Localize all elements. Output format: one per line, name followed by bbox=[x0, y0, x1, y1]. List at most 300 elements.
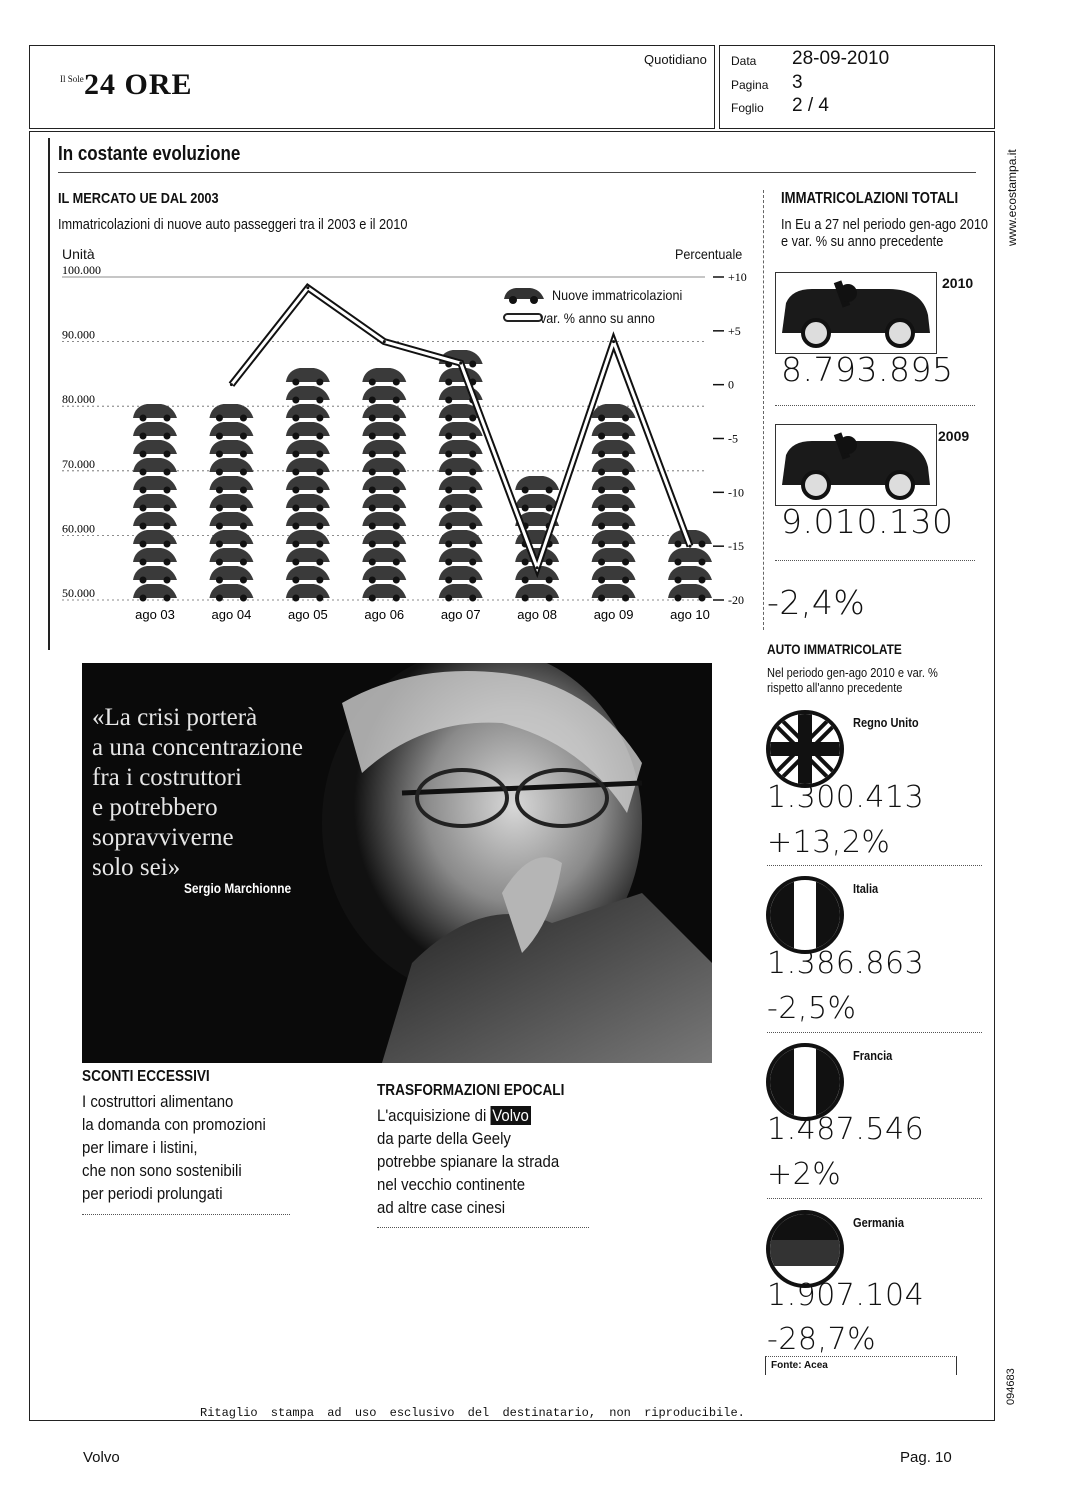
country-change-uk: +13,2% bbox=[767, 825, 891, 860]
car-wheel bbox=[216, 523, 223, 530]
y-tick-label-left: 100.000 bbox=[62, 263, 101, 277]
car-pictogram bbox=[209, 476, 253, 490]
car-wheel bbox=[292, 505, 299, 512]
y-tick-label-right: +10 bbox=[728, 270, 747, 284]
car-wheel bbox=[598, 415, 605, 422]
car-wheel bbox=[622, 523, 629, 530]
sconti-line: che non sono sostenibili bbox=[82, 1161, 242, 1180]
car-wheel bbox=[393, 487, 400, 494]
x-tick-label: ago 10 bbox=[670, 607, 710, 622]
car-pictogram bbox=[133, 476, 177, 490]
car-wheel bbox=[393, 469, 400, 476]
var-line-point bbox=[306, 286, 309, 289]
car-wheel bbox=[216, 541, 223, 548]
chart-subtitle: Immatricolazioni di nuove auto passeggeri tra il 2003 e il 2010 bbox=[58, 216, 408, 233]
car-wheel bbox=[369, 523, 376, 530]
totals-value-2009: 9.010.130 bbox=[781, 502, 954, 541]
publication-type: Quotidiano bbox=[644, 52, 707, 67]
car-wheel bbox=[164, 451, 171, 458]
car-wheel bbox=[292, 541, 299, 548]
logo: 24 ORE bbox=[84, 68, 193, 101]
car-wheel bbox=[140, 541, 147, 548]
car-wheel bbox=[522, 505, 529, 512]
car-pictogram bbox=[439, 530, 483, 544]
trasf-line-first bbox=[377, 1104, 559, 1127]
car-pictogram bbox=[362, 368, 406, 382]
meta-page-value: 3 bbox=[792, 72, 803, 93]
car-wheel bbox=[546, 487, 553, 494]
car-wheel bbox=[598, 433, 605, 440]
car-wheel bbox=[140, 487, 147, 494]
car-wheel bbox=[445, 595, 452, 602]
car-wheel bbox=[216, 595, 223, 602]
auto-title: AUTO IMMATRICOLATE bbox=[767, 641, 902, 657]
y-tick-label-left: 80.000 bbox=[62, 392, 95, 407]
car-wheel bbox=[316, 559, 323, 566]
car-wheel bbox=[369, 505, 376, 512]
x-tick-label: ago 03 bbox=[135, 607, 175, 622]
car-wheel bbox=[445, 559, 452, 566]
trasf-line: da parte della Geely bbox=[377, 1129, 511, 1148]
car-wheel bbox=[522, 559, 529, 566]
car-wheel bbox=[469, 523, 476, 530]
sidebar-code: 094683 bbox=[1005, 1368, 1017, 1405]
car-wheel bbox=[140, 577, 147, 584]
car-wheel bbox=[469, 487, 476, 494]
x-tick-label: ago 09 bbox=[593, 607, 634, 622]
car-wheel bbox=[469, 595, 476, 602]
car-wheel bbox=[216, 433, 223, 440]
footer-right: Pag. 10 bbox=[900, 1449, 952, 1466]
car-wheel bbox=[622, 559, 629, 566]
car-wheel bbox=[369, 451, 376, 458]
x-tick-label: ago 04 bbox=[211, 607, 252, 622]
car-wheel bbox=[445, 451, 452, 458]
car-wheel bbox=[140, 523, 147, 530]
car-wheel bbox=[445, 397, 452, 404]
footer-notice: Ritaglio stampa ad uso esclusivo del destinatario, non riproducibile. bbox=[200, 1406, 745, 1420]
divider-france bbox=[767, 1198, 982, 1199]
sconti-title: SCONTI ECCESSIVI bbox=[82, 1068, 210, 1085]
car-wheel bbox=[292, 577, 299, 584]
meta-sheet-label: Foglio bbox=[731, 101, 764, 115]
car-pictogram bbox=[362, 422, 406, 436]
car-wheel bbox=[622, 541, 629, 548]
car-wheel bbox=[393, 451, 400, 458]
sconti-line: per limare i listini, bbox=[82, 1138, 198, 1157]
sconti-line: I costruttori alimentano bbox=[82, 1092, 234, 1111]
car-wheel bbox=[445, 487, 452, 494]
car-pictogram bbox=[515, 584, 559, 598]
car-wheel bbox=[240, 577, 247, 584]
flag-italy-icon bbox=[766, 876, 844, 954]
car-wheel bbox=[240, 487, 247, 494]
car-pictogram bbox=[592, 530, 636, 544]
car-wheel bbox=[140, 433, 147, 440]
car-pictogram bbox=[515, 476, 559, 490]
y-tick-label-left: 60.000 bbox=[62, 521, 95, 536]
trasf-title: TRASFORMAZIONI EPOCALI bbox=[377, 1082, 565, 1099]
y-tick-label-right: -15 bbox=[728, 539, 744, 554]
car-wheel bbox=[316, 487, 323, 494]
bar-car-stack bbox=[362, 368, 406, 602]
country-change-germany: -28,7% bbox=[767, 1322, 877, 1357]
car-wheel bbox=[240, 451, 247, 458]
trasf-line-pre: L'acquisizione di bbox=[377, 1106, 491, 1125]
car-wheel bbox=[598, 523, 605, 530]
car-wheel bbox=[292, 595, 299, 602]
car-wheel bbox=[216, 487, 223, 494]
car-wheel bbox=[699, 595, 706, 602]
car-wheel bbox=[598, 469, 605, 476]
car-wheel bbox=[140, 415, 147, 422]
x-tick-label: ago 05 bbox=[287, 607, 328, 622]
country-name-france: Francia bbox=[853, 1048, 893, 1063]
car-wheel bbox=[292, 397, 299, 404]
car-pictogram bbox=[362, 548, 406, 562]
car-wheel bbox=[140, 595, 147, 602]
car-pictogram bbox=[439, 440, 483, 454]
car-pictogram bbox=[668, 548, 712, 562]
car-wheel bbox=[369, 415, 376, 422]
car-pictogram bbox=[592, 512, 636, 526]
car-wheel bbox=[546, 559, 553, 566]
flag-germany-icon bbox=[766, 1210, 844, 1288]
car-wheel bbox=[469, 433, 476, 440]
car-wheel bbox=[140, 469, 147, 476]
country-value-uk: 1.300.413 bbox=[767, 780, 925, 815]
car-wheel bbox=[240, 505, 247, 512]
car-wheel bbox=[598, 505, 605, 512]
flag-uk-icon bbox=[766, 710, 844, 788]
country-change-france: +2% bbox=[767, 1157, 842, 1192]
car-2010-icon bbox=[778, 275, 934, 349]
car-wheel bbox=[164, 559, 171, 566]
quote-line: e potrebbero bbox=[92, 794, 218, 821]
meta-page-label: Pagina bbox=[731, 78, 769, 92]
car-wheel bbox=[369, 487, 376, 494]
car-wheel bbox=[240, 559, 247, 566]
car-pictogram bbox=[286, 386, 330, 400]
car-wheel bbox=[598, 559, 605, 566]
car-wheel bbox=[469, 469, 476, 476]
car-wheel bbox=[675, 559, 682, 566]
car-wheel bbox=[216, 415, 223, 422]
car-pictogram bbox=[133, 422, 177, 436]
totals-change: -2,4% bbox=[767, 583, 866, 622]
var-line-point bbox=[230, 383, 233, 386]
car-wheel bbox=[622, 595, 629, 602]
y-tick-label-right: -10 bbox=[728, 485, 744, 500]
country-name-germany: Germania bbox=[853, 1215, 904, 1230]
car-wheel bbox=[164, 487, 171, 494]
y-tick-label-right: -20 bbox=[728, 593, 744, 607]
car-pictogram bbox=[209, 494, 253, 508]
car-wheel bbox=[216, 451, 223, 458]
car-wheel bbox=[699, 559, 706, 566]
totals-value-2010: 8.793.895 bbox=[781, 350, 954, 389]
car-wheel bbox=[369, 397, 376, 404]
car-wheel bbox=[316, 577, 323, 584]
car-pictogram bbox=[133, 458, 177, 472]
car-pictogram bbox=[362, 512, 406, 526]
x-tick-label: ago 08 bbox=[517, 607, 558, 622]
car-wheel bbox=[216, 469, 223, 476]
car-pictogram bbox=[286, 440, 330, 454]
car-wheel bbox=[369, 433, 376, 440]
var-line-point bbox=[612, 340, 615, 343]
car-pictogram bbox=[209, 584, 253, 598]
chart-left-axis-label: Unità bbox=[62, 246, 95, 262]
car-pictogram bbox=[592, 584, 636, 598]
car-wheel bbox=[598, 451, 605, 458]
bar-car-stack bbox=[209, 404, 253, 602]
legend-label-bars: Nuove immatricolazioni bbox=[552, 287, 683, 303]
car-wheel bbox=[393, 379, 400, 386]
car-2009-icon bbox=[778, 427, 934, 501]
car-wheel bbox=[316, 379, 323, 386]
car-wheel bbox=[445, 415, 452, 422]
car-wheel bbox=[598, 541, 605, 548]
car-pictogram bbox=[362, 530, 406, 544]
var-line-point bbox=[689, 545, 692, 548]
divider-italy bbox=[767, 1032, 982, 1033]
car-wheel bbox=[369, 595, 376, 602]
car-pictogram bbox=[362, 476, 406, 490]
car-wheel bbox=[369, 379, 376, 386]
car-wheel bbox=[216, 559, 223, 566]
y-tick-label-right: 0 bbox=[728, 377, 734, 392]
car-wheel bbox=[546, 505, 553, 512]
car-wheel bbox=[675, 595, 682, 602]
car-pictogram bbox=[286, 494, 330, 508]
car-wheel bbox=[140, 559, 147, 566]
country-change-italy: -2,5% bbox=[767, 991, 857, 1026]
quote-line: solo sei» bbox=[92, 854, 181, 881]
car-pictogram bbox=[209, 458, 253, 472]
meta-sheet-value: 2 / 4 bbox=[792, 95, 829, 116]
car-pictogram bbox=[133, 548, 177, 562]
source: Fonte: Acea bbox=[771, 1360, 828, 1371]
car-wheel bbox=[164, 469, 171, 476]
country-name-italy: Italia bbox=[853, 881, 879, 896]
section-title: In costante evoluzione bbox=[58, 143, 241, 165]
car-pictogram bbox=[362, 494, 406, 508]
car-wheel bbox=[292, 451, 299, 458]
car-wheel bbox=[699, 577, 706, 584]
car-pictogram bbox=[286, 368, 330, 382]
trasf-divider bbox=[377, 1227, 589, 1228]
car-wheel bbox=[164, 523, 171, 530]
totals-year-2009: 2009 bbox=[938, 428, 970, 444]
car-wheel bbox=[469, 541, 476, 548]
car-pictogram bbox=[133, 440, 177, 454]
y-tick-label-right: -5 bbox=[728, 431, 738, 446]
car-wheel bbox=[316, 415, 323, 422]
auto-subtitle: Nel periodo gen-ago 2010 e var. % rispetto all'anno precedente bbox=[767, 665, 938, 695]
car-wheel bbox=[292, 559, 299, 566]
car-pictogram bbox=[209, 548, 253, 562]
car-pictogram bbox=[592, 566, 636, 580]
car-pictogram bbox=[286, 584, 330, 598]
car-wheel bbox=[622, 487, 629, 494]
car-wheel bbox=[164, 505, 171, 512]
car-wheel bbox=[393, 415, 400, 422]
x-tick-label: ago 07 bbox=[440, 607, 481, 622]
car-pictogram bbox=[592, 494, 636, 508]
car-pictogram bbox=[286, 530, 330, 544]
totals-subtitle: In Eu a 27 nel periodo gen-ago 2010 e var. % su anno precedente bbox=[781, 216, 989, 250]
car-pictogram bbox=[362, 458, 406, 472]
country-name-uk: Regno Unito bbox=[853, 715, 919, 730]
car-pictogram bbox=[592, 422, 636, 436]
car-wheel bbox=[445, 505, 452, 512]
car-wheel bbox=[522, 595, 529, 602]
car-pictogram bbox=[286, 548, 330, 562]
car-pictogram bbox=[439, 548, 483, 562]
car-wheel bbox=[292, 379, 299, 386]
bar-car-stack bbox=[133, 404, 177, 602]
car-wheel bbox=[140, 505, 147, 512]
car-pictogram bbox=[439, 422, 483, 436]
var-line-point bbox=[536, 566, 539, 569]
car-wheel bbox=[369, 577, 376, 584]
car-wheel bbox=[240, 469, 247, 476]
y-tick-label-left: 70.000 bbox=[62, 456, 95, 471]
car-pictogram bbox=[362, 386, 406, 400]
sconti-divider bbox=[82, 1214, 290, 1215]
trasf-line: ad altre case cinesi bbox=[377, 1198, 506, 1217]
car-wheel bbox=[292, 469, 299, 476]
car-wheel bbox=[393, 559, 400, 566]
car-wheel bbox=[393, 577, 400, 584]
car-wheel bbox=[316, 469, 323, 476]
car-wheel bbox=[598, 595, 605, 602]
bar-car-stack bbox=[286, 368, 330, 602]
car-wheel bbox=[469, 451, 476, 458]
car-pictogram bbox=[439, 584, 483, 598]
car-wheel bbox=[445, 433, 452, 440]
car-wheel bbox=[240, 415, 247, 422]
car-wheel bbox=[240, 595, 247, 602]
country-value-france: 1.487.546 bbox=[767, 1112, 925, 1147]
car-pictogram bbox=[592, 476, 636, 490]
var-line-point bbox=[383, 340, 386, 343]
chart-title: IL MERCATO UE DAL 2003 bbox=[58, 190, 219, 207]
quote-line: sopravviverne bbox=[92, 824, 234, 851]
car-wheel bbox=[699, 541, 706, 548]
y-tick-label-left: 50.000 bbox=[62, 586, 95, 600]
car-wheel bbox=[316, 433, 323, 440]
car-pictogram bbox=[592, 440, 636, 454]
sconti-line: per periodi prolungati bbox=[82, 1184, 223, 1203]
totals-divider-2 bbox=[775, 560, 975, 561]
car-pictogram bbox=[362, 440, 406, 454]
car-pictogram bbox=[439, 566, 483, 580]
country-value-germany: 1.907.104 bbox=[767, 1278, 925, 1313]
car-wheel bbox=[622, 415, 629, 422]
car-pictogram bbox=[286, 422, 330, 436]
car-pictogram bbox=[439, 458, 483, 472]
car-wheel bbox=[164, 577, 171, 584]
car-wheel bbox=[316, 397, 323, 404]
car-wheel bbox=[316, 541, 323, 548]
divider-uk bbox=[767, 865, 982, 866]
car-wheel bbox=[445, 379, 452, 386]
car-wheel bbox=[292, 415, 299, 422]
trasf-line: potrebbe spianare la strada bbox=[377, 1152, 560, 1171]
totals-year-2010: 2010 bbox=[942, 275, 974, 291]
car-wheel bbox=[316, 595, 323, 602]
car-wheel bbox=[316, 451, 323, 458]
car-wheel bbox=[675, 577, 682, 584]
car-wheel bbox=[369, 559, 376, 566]
car-wheel bbox=[469, 505, 476, 512]
car-wheel bbox=[393, 541, 400, 548]
car-wheel bbox=[445, 469, 452, 476]
car-pictogram bbox=[286, 566, 330, 580]
car-pictogram bbox=[133, 512, 177, 526]
car-wheel bbox=[240, 541, 247, 548]
trasf-body bbox=[377, 1104, 559, 1219]
country-value-italy: 1.386.863 bbox=[767, 946, 925, 981]
car-wheel bbox=[598, 487, 605, 494]
car-wheel bbox=[140, 451, 147, 458]
car-wheel bbox=[292, 433, 299, 440]
car-pictogram bbox=[209, 440, 253, 454]
chart-right-axis-label: Percentuale bbox=[675, 246, 743, 262]
car-pictogram bbox=[592, 548, 636, 562]
car-wheel bbox=[675, 541, 682, 548]
quote bbox=[92, 703, 303, 883]
car-wheel bbox=[164, 541, 171, 548]
car-pictogram bbox=[133, 494, 177, 508]
bar-car-stack bbox=[515, 476, 559, 602]
legend-line-swatch bbox=[504, 314, 542, 321]
x-tick-label: ago 06 bbox=[364, 607, 405, 622]
car-wheel bbox=[216, 505, 223, 512]
car-pictogram bbox=[439, 476, 483, 490]
sconti-body bbox=[82, 1090, 266, 1205]
car-wheel bbox=[598, 577, 605, 584]
car-wheel bbox=[369, 541, 376, 548]
meta-date-label: Data bbox=[731, 54, 757, 68]
car-pictogram bbox=[209, 422, 253, 436]
car-pictogram bbox=[362, 566, 406, 580]
totals-title: IMMATRICOLAZIONI TOTALI bbox=[781, 190, 959, 207]
car-wheel bbox=[240, 523, 247, 530]
car-pictogram bbox=[209, 530, 253, 544]
car-wheel bbox=[164, 433, 171, 440]
footer-left: Volvo bbox=[83, 1449, 120, 1466]
car-wheel bbox=[469, 559, 476, 566]
car-wheel bbox=[216, 577, 223, 584]
car-wheel bbox=[393, 523, 400, 530]
quote-author: Sergio Marchionne bbox=[184, 880, 292, 896]
car-wheel bbox=[546, 577, 553, 584]
trasf-line: nel vecchio continente bbox=[377, 1175, 526, 1194]
car-wheel bbox=[369, 469, 376, 476]
car-pictogram bbox=[133, 584, 177, 598]
volvo-highlight: Volvo bbox=[492, 1106, 529, 1125]
car-wheel bbox=[393, 433, 400, 440]
meta-date-value: 28-09-2010 bbox=[792, 48, 890, 69]
car-pictogram bbox=[592, 458, 636, 472]
car-wheel bbox=[445, 541, 452, 548]
quote-line: a una concentrazione bbox=[92, 734, 303, 761]
y-tick-label-right: +5 bbox=[728, 323, 741, 338]
car-pictogram bbox=[668, 566, 712, 580]
